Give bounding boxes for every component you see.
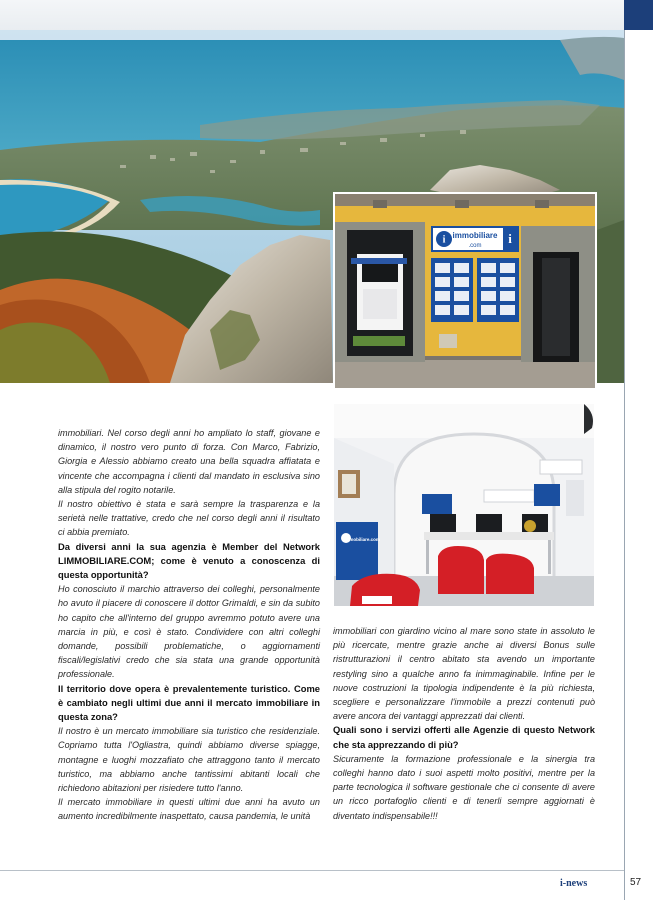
footer-rule xyxy=(0,870,624,871)
interview-question: Da diversi anni la sua agenzia è Member del Network LIMMOBILIARE.COM; come è venuto a conoscenza di questa opportunità? xyxy=(58,540,320,581)
agency-storefront-photo xyxy=(333,192,597,390)
shop-sign-suffix: .com xyxy=(468,243,482,249)
interview-question: Quali sono i servizi offerti alle Agenzie di questo Network che sta apprezzando di più? xyxy=(333,724,595,750)
agency-office-interior-photo xyxy=(334,404,594,606)
article-column-right xyxy=(333,624,595,823)
page-number: 57 xyxy=(630,877,642,888)
corner-tab xyxy=(624,0,653,30)
magazine-brand xyxy=(560,878,587,889)
interview-answer: Il nostro obiettivo è stata e sarà sempre la trasparenza e la serietà nelle trattative, credo che nel corso degli anni il risultato ci abbia premiato. xyxy=(58,499,320,538)
shop-sign-letter-left: i xyxy=(442,234,446,246)
right-margin-rule xyxy=(624,30,625,900)
shop-sign-brand: immobiliare xyxy=(452,231,498,240)
shop-sign-letter-right: i xyxy=(508,231,512,246)
office-sign-brand: immobiliare.com xyxy=(344,537,380,542)
brand-i: i xyxy=(560,878,563,889)
interview-answer: Il mercato immobiliare in questi ultimi due anni ha avuto un aumento incredibilmente inaspettato, causa pandemia, le unità xyxy=(58,797,320,822)
article-column-left xyxy=(58,426,320,824)
brand-news: -news xyxy=(562,878,588,889)
interview-answer: Sicuramente la formazione professionale e la sinergia tra colleghi hanno dato i suoi aspetti molto positivi, mentre per la parte tecnologica il software gestionale che ci consente di avere un ricco portafoglio clienti e di tenerli sempre aggiornati è diventato indispensabile!!! xyxy=(333,753,595,821)
top-band xyxy=(0,0,624,30)
interview-answer: Il nostro è un mercato immobiliare sia turistico che residenziale. Copriamo tutta l'Ogliastra, quindi abbiamo diverse spiagge, montagne e luoghi mozzafiato che attraggono tanto il mercato turistico, ma abbiamo anche tantissimi abitanti locali che richiedono abitazioni per risiedere tutto l'anno. xyxy=(58,726,320,794)
interview-answer: Ho conosciuto il marchio attraverso dei colleghi, personalmente ho avuto il piacere di conoscere il dottor Grimaldi, e sin da subito ho capito che all'interno del gruppo avremmo potuto avere una marcia in più, e così è stato. Condividere con altri colleghi domande, possibili problematiche, o aggiornamenti fiscali/legislativi credo che sia stata una grande opportunità professionale. xyxy=(58,584,320,680)
interview-answer: immobiliari con giardino vicino al mare sono state in assoluto le più ricercate, mentre grazie anche ai diversi Bonus sulle ristrutturazioni il centro abitato sta avendo un importante restyling sino a qualche anno fa inimmaginabile. Infine per le nuove costruzioni la tipologia indipendente è la più richiesta, scegliere e personalizzare l'immobile a prezzi contenuti può avere ancora dei vantaggi apprezzati dai clienti. xyxy=(333,626,595,722)
interview-answer: immobiliari. Nel corso degli anni ho ampliato lo staff, giovane e dinamico, il nostro vero punto di forza. Con Marco, Fabrizio, Giorgia e Alessio abbiamo creato una bella squadra affiatata e vincente che accompagna i clienti dal mandato in esclusiva sino alla stipula del rogito notarile. xyxy=(58,428,320,495)
interview-question: Il territorio dove opera è prevalentemente turistico. Come è cambiato negli ultimi due anni il mercato immobiliare in questa zona? xyxy=(58,682,320,723)
